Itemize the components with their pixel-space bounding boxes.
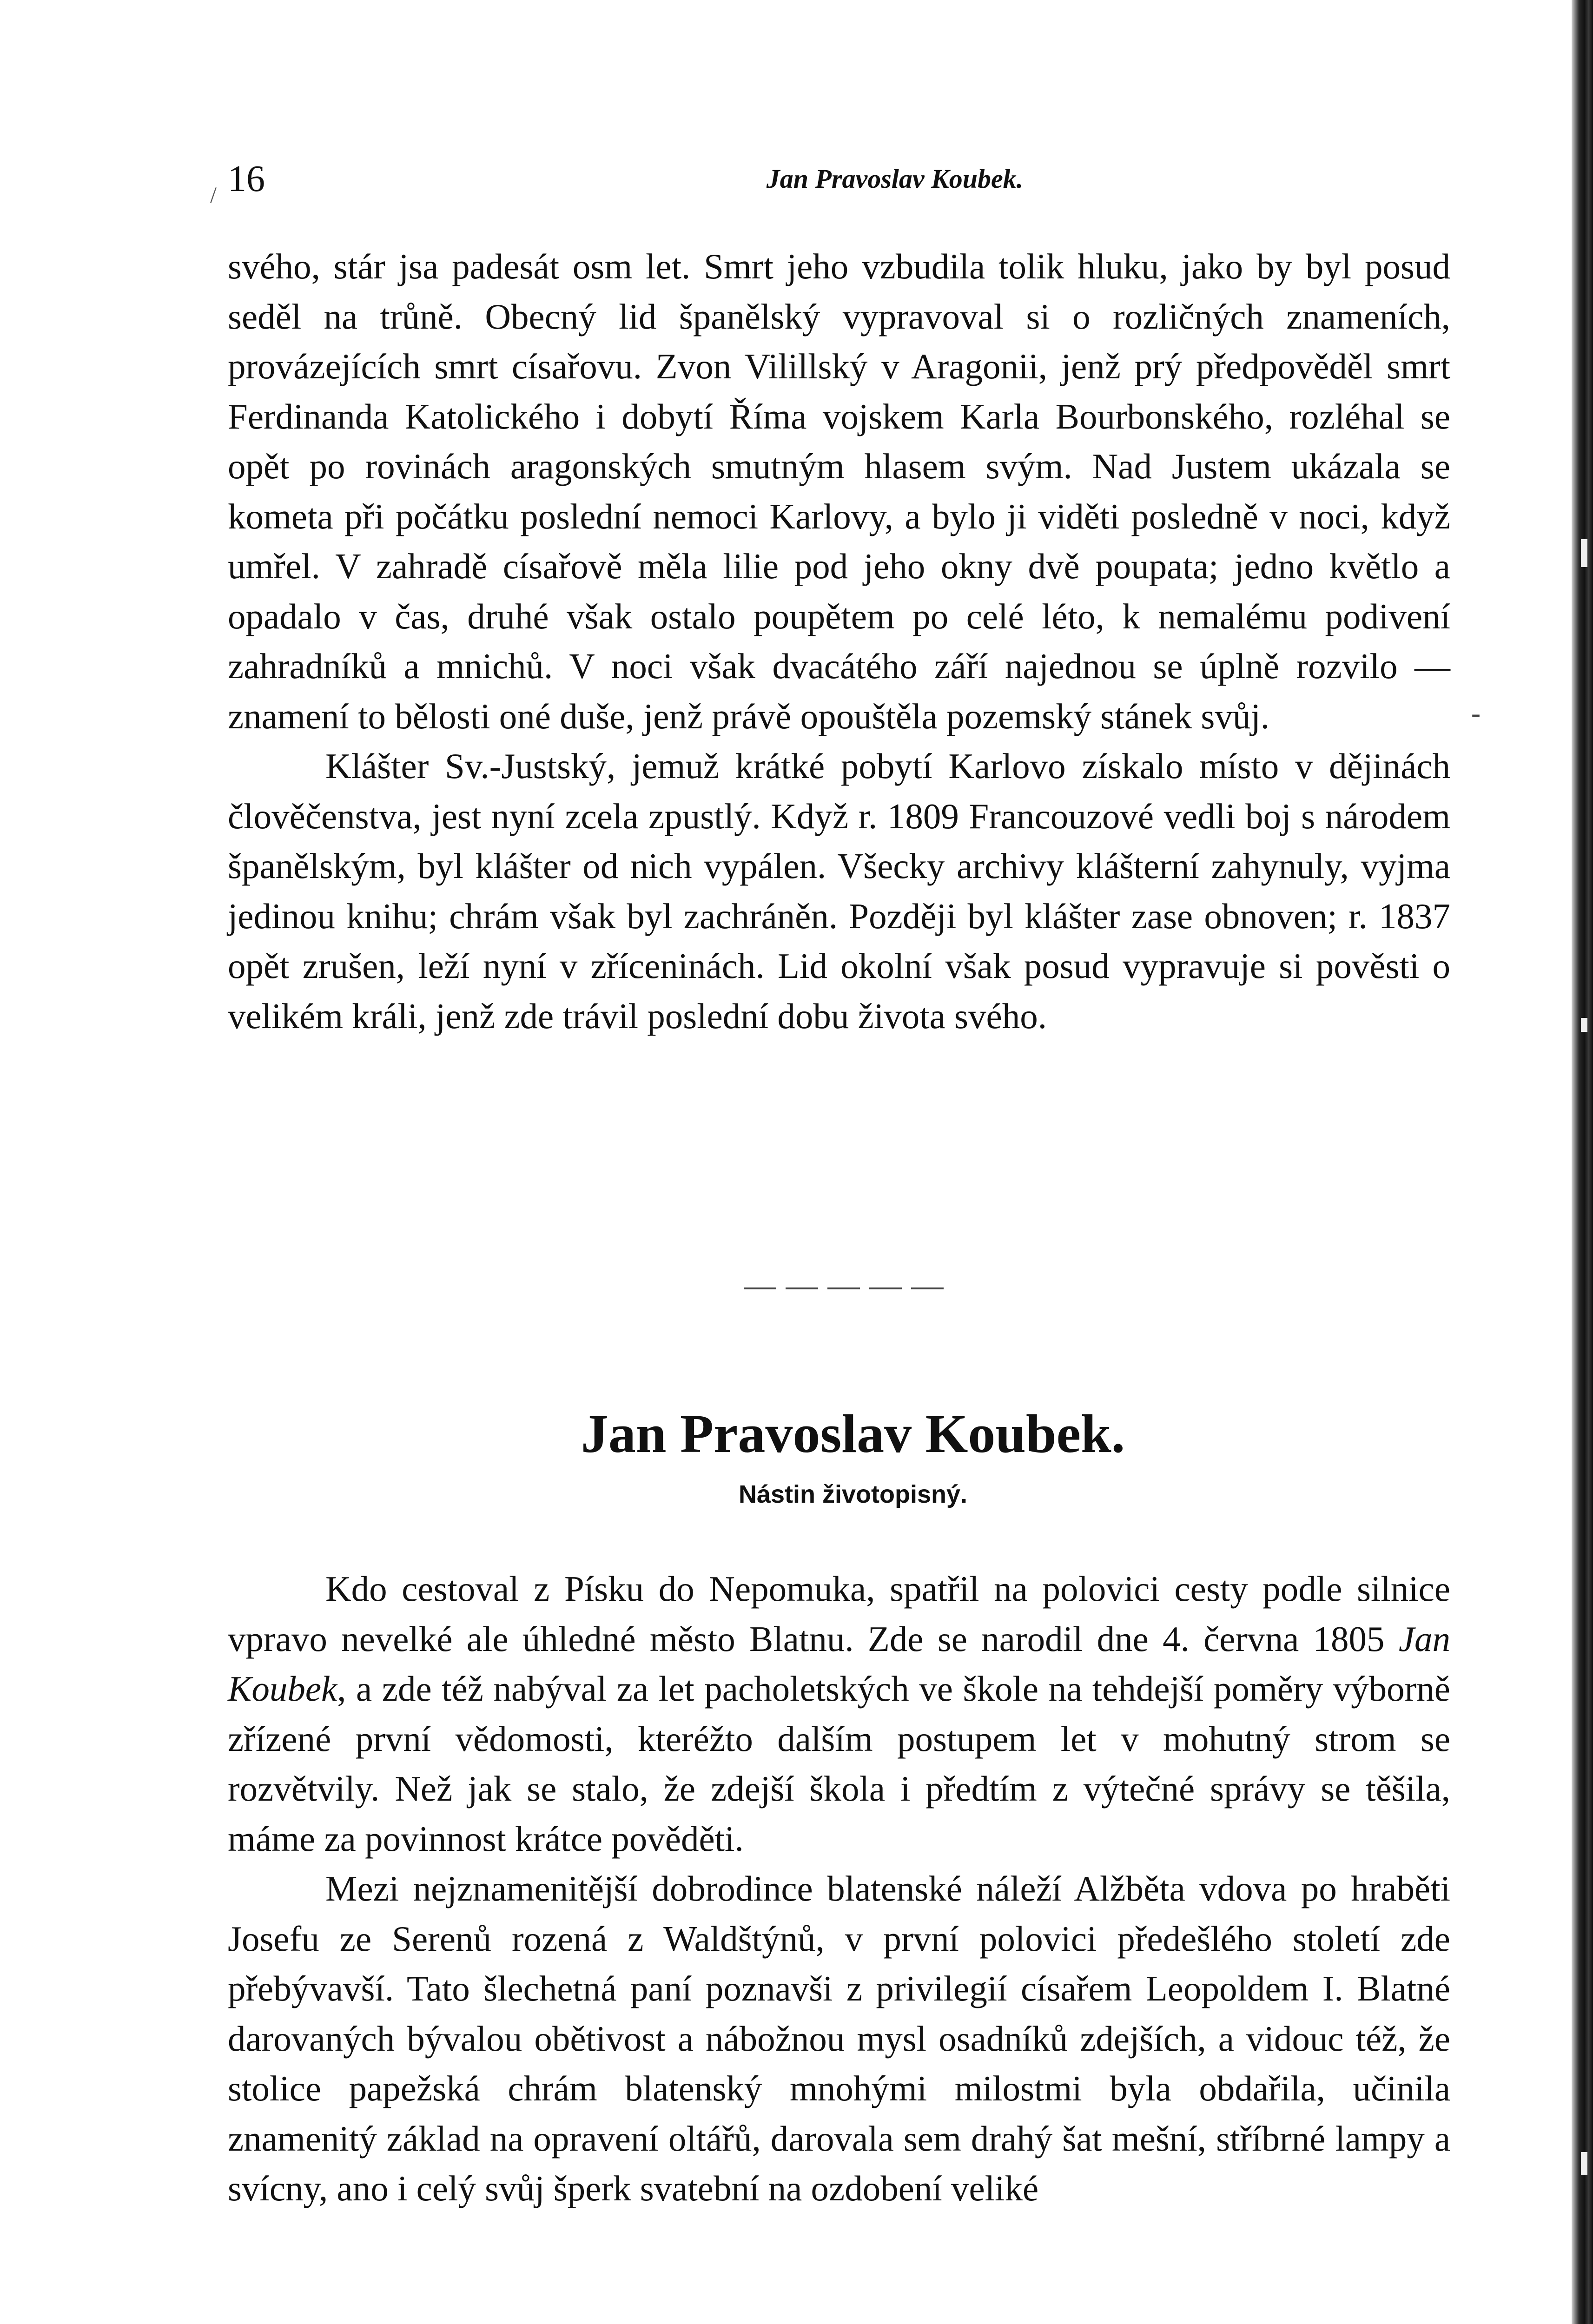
paragraph: Mezi nejznamenitější dobrodince blatenské náleží Alžběta vdova po hraběti Josefu ze Serenů rozená z Waldštýnů, v první polovici předešlého století zde přebývavší. Tato šlechetná paní poznavši z privilegií císařem Leopoldem I. Blatné darovaných bývalou obětivost a nábožnou mysl osadníků zdejších, a vidouc též, že stolice papežská chrám blatenský mnohými milostmi byla obdařila, učinila znamenitý základ na opravení oltářů, darovala sem drahý šat mešní, stříbrné lampy a svícny, ano i celý svůj šperk svatební na ozdobení veliké: [228, 1868, 1450, 2208]
top-section: [228, 242, 1450, 1041]
edge-highlight: [1581, 539, 1587, 567]
article-title: Jan Pravoslav Koubek.: [581, 1403, 1125, 1464]
section-divider: [744, 1287, 948, 1289]
article-body: [228, 1564, 1450, 2214]
edge-highlight: [1581, 2152, 1587, 2175]
margin-mark: -: [1471, 698, 1481, 728]
page-edge: [1572, 0, 1593, 2324]
paragraph-text: Kdo cestoval z Písku do Nepomuka, spatřil na polovici cesty podle silnice vpravo nevelké ale úhledné město Blatnu. Zde se narodil dne 4. června 1805: [228, 1569, 1450, 1659]
running-title: Jan Pravoslav Koubek.: [766, 164, 1024, 194]
paragraph-text: , a zde též nabýval za let pacholetských ve škole na tehdejší poměry výborně zřízené první vědomosti, kteréžto dalším postupem let v mohutný strom se rozvětvily. Než jak se stalo, že zdejší škola i předtím z výtečné správy se těšila, máme za povinnost krátce pověděti.: [228, 1669, 1450, 1859]
page-number: 16: [228, 158, 265, 199]
person-name: Jan Koubek: [228, 1618, 1450, 1709]
paragraph: Klášter Sv.-Justský, jemuž krátké pobytí Karlovo získalo místo v dějinách člověčenstva, jest nyní zcela zpustlý. Když r. 1809 Francouzové vedli boj s národem španělským, byl klášter od nich vypálen. Všecky archivy klášterní zahynuly, vyjma jedinou knihu; chrám však byl zachráněn. Později byl klášter zase obnoven; r. 1837 opět zrušen, leží nyní v zříceninách. Lid okolní však posud vypravuje si pověsti o velikém králi, jenž zde trávil poslední dobu života svého.: [228, 746, 1450, 1036]
article-subtitle: Nástin životopisný.: [738, 1480, 968, 1508]
edge-highlight: [1581, 1018, 1587, 1032]
running-head: [210, 153, 1450, 208]
paragraph: svého, stár jsa padesát osm let. Smrt jeho vzbudila tolik hluku, jako by byl posud seděl na trůně. Obecný lid španělský vypravoval si o rozličných znameních, provázejících smrt císařovu. Zvon Vilillský v Aragonii, jenž prý předpověděl smrt Ferdinanda Katolického i dobytí Říma vojskem Karla Bourbonského, rozléhal se opět po rovinách aragonských smutným hlasem svým. Nad Justem ukázala se kometa při počátku poslední nemoci Karlovy, a bylo ji viděti posledně v noci, když umřel. V zahradě císařově měla lilie pod jeho okny dvě poupata; jedno květlo a opadalo v čas, druhé však ostalo poupětem po celé léto, k nemalému podivení zahradníků a mnichů. V noci však dvacátého září najednou se úplně rozvilo — znamení to bělosti oné duše, jenž právě opouštěla pozemský stánek svůj.: [228, 246, 1450, 736]
margin-mark: /: [210, 182, 217, 208]
paragraph: [228, 1564, 1450, 1864]
